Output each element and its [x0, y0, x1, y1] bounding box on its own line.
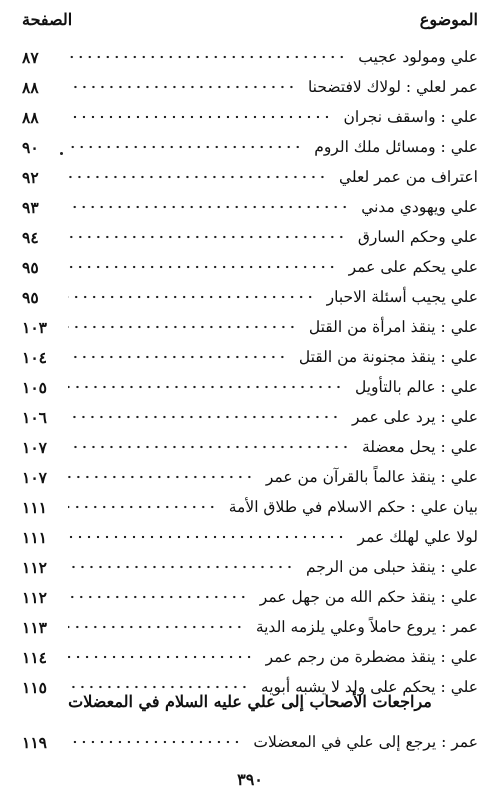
toc-entry	[22, 102, 478, 132]
toc-entry-page: ١١٩	[22, 732, 47, 752]
toc-entry-page: ١٠٦	[22, 407, 47, 427]
toc-entry-title: علي : واسقف نجران	[343, 108, 478, 126]
toc-entry	[22, 132, 478, 162]
toc-section-list	[22, 727, 478, 757]
toc-entry-page: ١٠٧	[22, 437, 47, 457]
toc-entry	[22, 42, 478, 72]
toc-entry-title: علي يحكم على عمر	[348, 258, 478, 276]
toc-entry-title: علي : ينقذ مضطرة من رجم عمر	[265, 648, 478, 666]
toc-entry-title: علي ومولود عجيب	[358, 48, 478, 66]
toc-entry-title: عمر لعلي : لولاك لافتضحنا	[307, 78, 478, 96]
dot-leader	[68, 352, 287, 362]
toc-entry	[22, 192, 478, 222]
dot-leader	[68, 562, 294, 572]
toc-entry	[22, 372, 478, 402]
toc-entry	[22, 252, 478, 282]
toc-entry-page: ١٠٤	[22, 347, 47, 367]
toc-entry-page: ٩٤	[22, 227, 39, 247]
toc-entry-title: علي : ينقذ عالماً بالقرآن من عمر	[265, 468, 478, 486]
toc-header	[22, 6, 478, 32]
dot-leader	[68, 737, 241, 747]
toc-entry-page: ١١٥	[22, 677, 47, 697]
toc-entry	[22, 612, 478, 642]
toc-entry	[22, 222, 478, 252]
toc-entry-page: ١١٢	[22, 557, 47, 577]
dot-leader	[68, 82, 296, 92]
toc-entry-page: ٩٠	[22, 137, 39, 157]
toc-entry-page: ٩٥	[22, 257, 39, 277]
toc-entry-title: علي : ينقذ حكم الله من جهل عمر	[259, 588, 478, 606]
dot-leader	[68, 232, 346, 242]
toc-entry-title: عمر : يروع حاملاً وعلي يلزمه الدية	[255, 618, 478, 636]
toc-entry	[22, 72, 478, 102]
toc-entry	[22, 582, 478, 612]
dot-leader	[68, 202, 349, 212]
toc-entry-title: علي يجيب أسئلة الاحبار	[326, 288, 478, 306]
toc-entry-title: علي : يحل معضلة	[361, 438, 478, 456]
toc-entry-page: ١٠٣	[22, 317, 47, 337]
toc-entry	[22, 492, 478, 522]
dot-leader	[68, 52, 346, 62]
toc-entry	[22, 282, 478, 312]
dot-leader	[68, 532, 346, 542]
toc-list	[22, 42, 478, 702]
toc-entry-title: علي : ومسائل ملك الروم	[314, 138, 478, 156]
dot-leader	[68, 682, 249, 692]
toc-entry-page: ٩٣	[22, 197, 39, 217]
toc-entry	[22, 312, 478, 342]
toc-entry	[22, 432, 478, 462]
dot-leader	[68, 472, 254, 482]
toc-entry	[22, 642, 478, 672]
toc-entry-page: ١١٣	[22, 617, 47, 637]
toc-entry-title: بيان علي : حكم الاسلام في طلاق الأمة	[228, 498, 478, 516]
toc-entry-title: علي : يحكم على ولد لا يشبه أبويه	[260, 678, 478, 696]
toc-entry	[22, 522, 478, 552]
toc-entry	[22, 552, 478, 582]
toc-entry-title: علي ويهودي مدني	[361, 198, 478, 216]
toc-entry-page: ٨٨	[22, 107, 39, 127]
toc-entry	[22, 402, 478, 432]
toc-entry-title: لولا علي لهلك عمر	[357, 528, 478, 546]
toc-entry	[22, 462, 478, 492]
dot-leader	[68, 382, 343, 392]
toc-entry-page: ٨٨	[22, 77, 39, 97]
toc-entry-title: علي : يرد على عمر	[351, 408, 478, 426]
toc-entry-page: ١١١	[22, 527, 47, 547]
toc-entry-title: علي : ينقذ امرأة من القتل	[308, 318, 478, 336]
toc-entry-title: علي وحكم السارق	[357, 228, 478, 246]
toc-entry	[22, 162, 478, 192]
toc-entry	[22, 727, 478, 757]
dot-leader	[68, 142, 302, 152]
dot-leader	[68, 262, 337, 272]
toc-entry-title: علي : عالم بالتأويل	[354, 378, 478, 396]
toc-entry-page: ١٠٥	[22, 377, 47, 397]
dot-leader	[68, 502, 217, 512]
toc-entry-page: ١١٢	[22, 587, 47, 607]
page-number: ٣٩٠	[237, 770, 263, 789]
dot-leader	[68, 442, 350, 452]
dot-leader	[68, 322, 297, 332]
toc-entry-title: علي : ينقذ مجنونة من القتل	[298, 348, 478, 366]
toc-entry-title: عمر : يرجع إلى علي في المعضلات	[253, 733, 478, 751]
dot-leader	[68, 292, 315, 302]
toc-entry-page: ١٠٧	[22, 467, 47, 487]
toc-entry	[22, 342, 478, 372]
dot-leader	[68, 412, 340, 422]
dot-leader	[68, 112, 331, 122]
toc-entry-page: ٩٥	[22, 287, 39, 307]
toc-entry-page: ٨٧	[22, 47, 39, 67]
dot-leader	[68, 172, 327, 182]
page-column-label: الصفحة	[22, 9, 73, 29]
dot-leader	[68, 592, 248, 602]
dot-leader	[68, 652, 254, 662]
dot-leader	[68, 622, 244, 632]
toc-entry-title: علي : ينقذ حبلى من الرجم	[305, 558, 478, 576]
toc-entry-page: ١١١	[22, 497, 47, 517]
stray-dot-mark	[60, 152, 63, 155]
toc-entry-title: اعتراف من عمر لعلي	[338, 168, 478, 186]
toc-entry-page: ١١٤	[22, 647, 47, 667]
subject-column-label: الموضوع	[419, 9, 478, 29]
toc-entry-page: ٩٢	[22, 167, 39, 187]
section-heading: مراجعات الأصحاب إلى علي عليه السلام في المعضلات	[68, 692, 432, 711]
